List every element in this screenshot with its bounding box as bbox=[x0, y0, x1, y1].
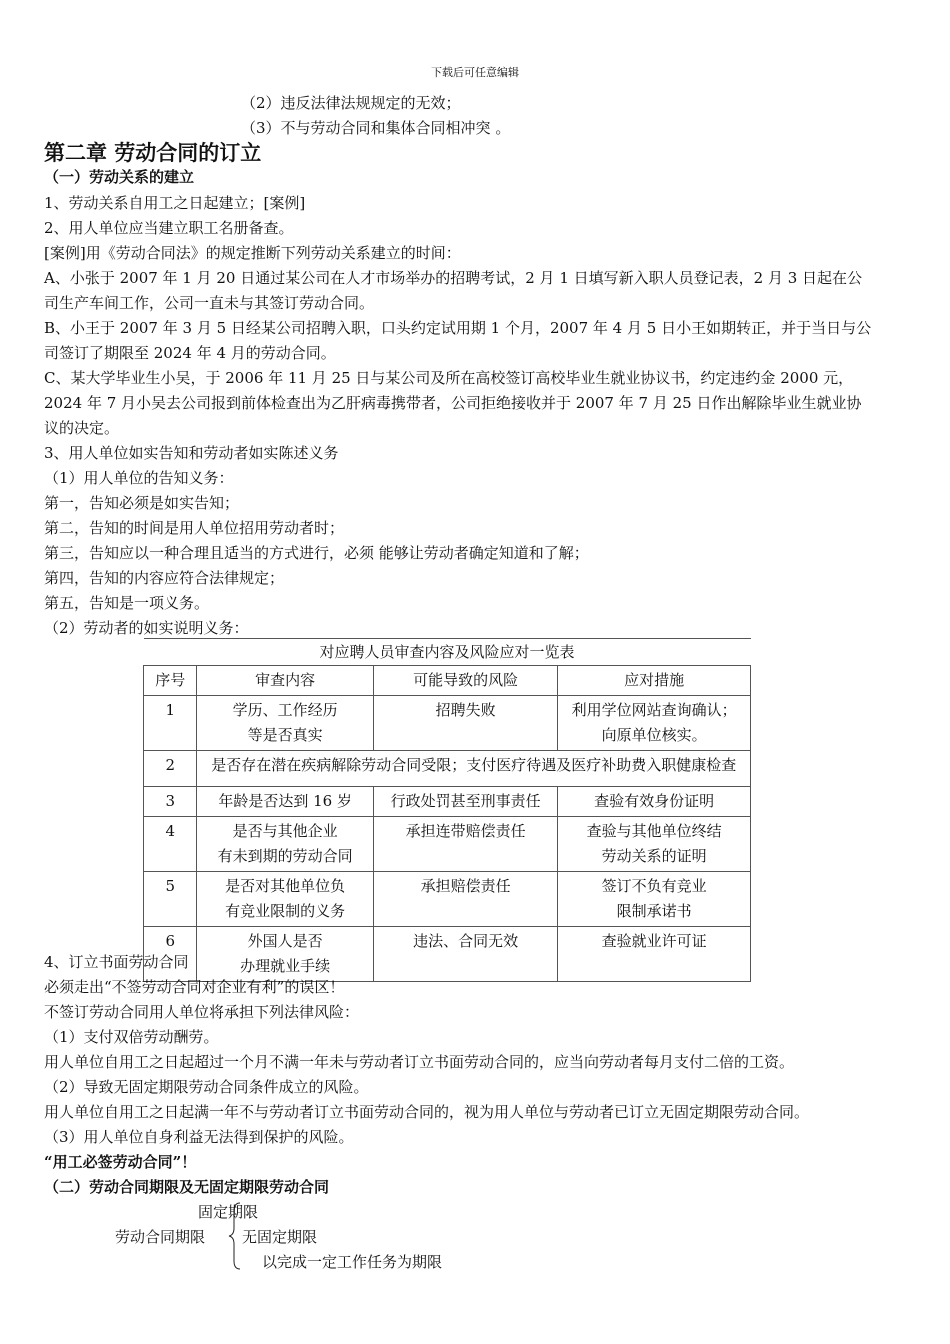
measure-cell: 查验与其他单位终结 劳动关系的证明 bbox=[558, 817, 751, 872]
risk-cell: 承担赔偿责任 bbox=[373, 872, 558, 927]
slogan: “用工必签劳动合同”！ bbox=[44, 1153, 197, 1171]
measure-cell: 查验就业许可证 bbox=[558, 927, 751, 982]
body-line: 4、订立书面劳动合同 bbox=[44, 953, 189, 971]
measure-cell: 查验有效身份证明 bbox=[558, 787, 751, 817]
measure-cell: 签订不负有竞业 限制承诺书 bbox=[558, 872, 751, 927]
diagram-item-fixed: 固定期限 bbox=[198, 1203, 259, 1221]
row-number: 2 bbox=[144, 751, 197, 787]
risk-cell: 招聘失败 bbox=[373, 696, 558, 751]
table-row bbox=[144, 872, 751, 927]
risk-cell: 违法、合同无效 bbox=[373, 927, 558, 982]
review-content: 外国人是否 办理就业手续 bbox=[197, 927, 373, 982]
table-caption: 对应聘人员审查内容及风险应对一览表 bbox=[144, 639, 751, 666]
measure-cell: 利用学位网站查询确认； 向原单位核实。 bbox=[558, 696, 751, 751]
row-number: 6 bbox=[144, 927, 197, 982]
section-title-2: （二）劳动合同期限及无固定期限劳动合同 bbox=[44, 1178, 330, 1196]
diagram-item-open-ended: 无固定期限 bbox=[242, 1228, 318, 1246]
case-c-line-2: 2024 年 7 月小吴去公司报到前体检查出为乙肝病毒携带者，公司拒绝接收并于 2007 年 7 月 25 日作出解除毕业生就业协 bbox=[44, 394, 862, 412]
review-content: 年龄是否达到 16 岁 bbox=[197, 787, 373, 817]
body-line: 第五，告知是一项义务。 bbox=[44, 594, 210, 612]
intro-item-3: （3）不与劳动合同和集体合同相冲突 。 bbox=[241, 119, 511, 137]
case-a-line-1: A、小张于 2007 年 1 月 20 日通过某公司在人才市场举办的招聘考试，2 月 1 日填写新入职人员登记表，2 月 3 日起在公 bbox=[44, 269, 863, 287]
body-line: 必须走出“不签劳动合同对企业有利”的误区！ bbox=[44, 978, 345, 996]
body-line: 不签订劳动合同用人单位将承担下列法律风险： bbox=[44, 1003, 360, 1021]
body-line: 用人单位自用工之日起超过一个月不满一年未与劳动者订立书面劳动合同的，应当向劳动者每月支付二倍的工资。 bbox=[44, 1053, 795, 1071]
body-line: 3、用人单位如实告知和劳动者如实陈述义务 bbox=[44, 444, 339, 462]
review-content: 学历、工作经历 等是否真实 bbox=[197, 696, 373, 751]
row-number: 1 bbox=[144, 696, 197, 751]
body-line: 第三，告知应以一种合理且适当的方式进行，必须 能够让劳动者确定知道和了解； bbox=[44, 544, 589, 562]
diagram-label: 劳动合同期限 bbox=[115, 1228, 206, 1246]
body-line: [案例]用《劳动合同法》的规定推断下列劳动关系建立的时间： bbox=[44, 244, 461, 262]
header-cell: 审查内容 bbox=[197, 666, 373, 696]
risk-cell: 承担连带赔偿责任 bbox=[373, 817, 558, 872]
body-line: 第四，告知的内容应符合法律规定； bbox=[44, 569, 285, 587]
table-row bbox=[144, 787, 751, 817]
case-c-line-1: C、某大学毕业生小吴，于 2006 年 11 月 25 日与某公司及所在高校签订高校毕业生就业协议书，约定违约金 2000 元， bbox=[44, 369, 854, 387]
row-number: 3 bbox=[144, 787, 197, 817]
case-c-line-3: 议的决定。 bbox=[44, 419, 120, 437]
table-row bbox=[144, 751, 751, 787]
risk-cell: 行政处罚甚至刑事责任 bbox=[373, 787, 558, 817]
body-line: （1）用人单位的告知义务： bbox=[44, 469, 234, 487]
body-line: 用人单位自用工之日起满一年不与劳动者订立书面劳动合同的，视为用人单位与劳动者已订立无固定期限劳动合同。 bbox=[44, 1103, 810, 1121]
header-cell: 可能导致的风险 bbox=[373, 666, 558, 696]
table-row bbox=[144, 817, 751, 872]
section-title-1: （一）劳动关系的建立 bbox=[44, 168, 195, 186]
row-number: 4 bbox=[144, 817, 197, 872]
body-line: 1、劳动关系自用工之日起建立；[案例] bbox=[44, 194, 306, 212]
intro-item-2: （2）违反法律法规规定的无效； bbox=[241, 94, 461, 112]
body-line: （2）劳动者的如实说明义务： bbox=[44, 619, 249, 637]
table-row bbox=[144, 696, 751, 751]
review-content: 是否对其他单位负 有竞业限制的义务 bbox=[197, 872, 373, 927]
body-line: 第二，告知的时间是用人单位招用劳动者时； bbox=[44, 519, 345, 537]
body-line: （3）用人单位自身利益无法得到保护的风险。 bbox=[44, 1128, 354, 1146]
table-caption-row bbox=[144, 639, 751, 666]
chapter-title: 第二章 劳动合同的订立 bbox=[44, 141, 262, 165]
row-number: 5 bbox=[144, 872, 197, 927]
body-line: 2、用人单位应当建立职工名册备查。 bbox=[44, 219, 294, 237]
case-b-line-2: 司签订了期限至 2024 年 4 月的劳动合同。 bbox=[44, 344, 336, 362]
case-b-line-1: B、小王于 2007 年 3 月 5 日经某公司招聘入职，口头约定试用期 1 个月，2007 年 4 月 5 日小王如期转正，并于当日与公 bbox=[44, 319, 872, 337]
table-row bbox=[144, 927, 751, 982]
body-line: 第一，告知必须是如实告知； bbox=[44, 494, 240, 512]
page-header: 下载后可任意编辑 bbox=[431, 66, 519, 79]
merged-row-text: 是否存在潜在疾病解除劳动合同受限；支付医疗待遇及医疗补助费入职健康检查 bbox=[197, 751, 751, 787]
case-a-line-2: 司生产车间工作，公司一直未与其签订劳动合同。 bbox=[44, 294, 375, 312]
review-content: 是否与其他企业 有未到期的劳动合同 bbox=[197, 817, 373, 872]
header-cell: 序号 bbox=[144, 666, 197, 696]
header-cell: 应对措施 bbox=[558, 666, 751, 696]
table-header-row bbox=[144, 666, 751, 696]
body-line: （1）支付双倍劳动酬劳。 bbox=[44, 1028, 219, 1046]
risk-table bbox=[143, 638, 751, 982]
body-line: （2）导致无固定期限劳动合同条件成立的风险。 bbox=[44, 1078, 369, 1096]
diagram-item-task-based: 以完成一定工作任务为期限 bbox=[262, 1253, 443, 1271]
